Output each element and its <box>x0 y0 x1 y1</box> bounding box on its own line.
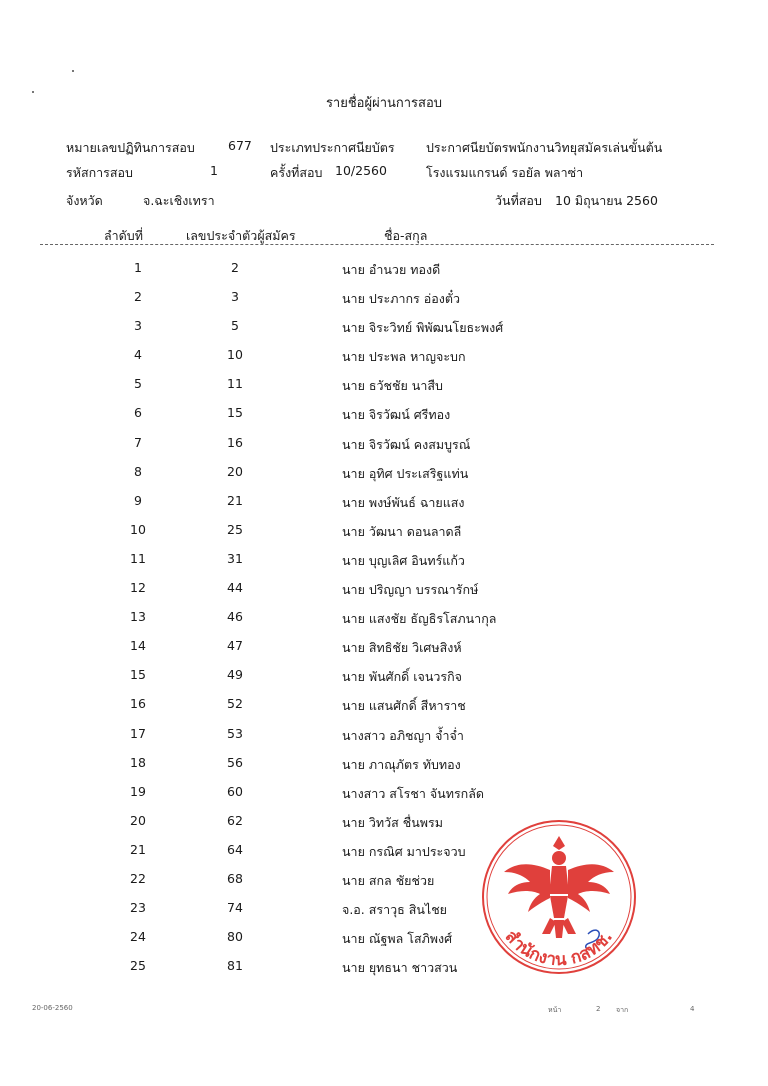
row-order: 6 <box>134 405 142 421</box>
row-order: 5 <box>134 376 142 392</box>
row-applicant-no: 16 <box>227 434 243 450</box>
row-applicant-no: 15 <box>227 405 243 421</box>
row-order: 25 <box>130 958 146 974</box>
license-label: หมายเลขปฏิทินการสอบ <box>66 140 195 155</box>
row-order: 4 <box>134 347 142 363</box>
table-row <box>0 751 768 780</box>
row-order: 22 <box>130 870 146 886</box>
row-name: นาย อุทิศ ประเสริฐแท่น <box>342 465 469 481</box>
row-name: นาย วัฒนา ดอนลาดลี <box>342 523 462 539</box>
row-applicant-no: 21 <box>227 492 243 508</box>
row-name: นาย กรณิศ มาประจวบ <box>342 843 466 859</box>
cert-type-value: ประกาศนียบัตรพนักงานวิทยุสมัครเล่นขั้นต้น <box>426 140 663 155</box>
row-applicant-no: 10 <box>227 347 243 363</box>
row-name: นาย ภาณุภัตร ทับทอง <box>342 756 461 772</box>
table-row <box>0 838 768 867</box>
row-order: 15 <box>130 667 146 683</box>
row-order: 12 <box>130 580 146 596</box>
seal-text: สำนักงาน กสทช. <box>500 926 618 971</box>
row-applicant-no: 3 <box>231 289 239 305</box>
row-name: นาย บุญเลิศ อินทร์แก้ว <box>342 552 465 568</box>
column-header-applicant-no: เลขประจำตัวผู้สมัคร <box>186 228 296 243</box>
table-row <box>0 692 768 721</box>
row-applicant-no: 31 <box>227 550 243 566</box>
table-row <box>0 460 768 489</box>
table-row <box>0 489 768 518</box>
row-applicant-no: 74 <box>227 900 243 916</box>
header-divider <box>40 244 714 245</box>
row-name: นาย พงษ์พันธ์ ฉายแสง <box>342 494 465 510</box>
row-order: 20 <box>130 812 146 828</box>
row-name: นาย แสนศักดิ์ สีหาราช <box>342 698 466 714</box>
results-table <box>0 256 768 983</box>
column-header-name: ชื่อ-สกุล <box>384 228 428 243</box>
row-name: นางสาว อภิชญา จ้ำจ่ำ <box>342 727 464 743</box>
row-order: 8 <box>134 463 142 479</box>
table-row <box>0 896 768 925</box>
row-order: 18 <box>130 754 146 770</box>
row-name: นาย ปริญญา บรรณารักษ์ <box>342 582 479 598</box>
row-order: 13 <box>130 609 146 625</box>
row-order: 24 <box>130 929 146 945</box>
row-applicant-no: 46 <box>227 609 243 625</box>
print-date: 20-06-2560 <box>32 1004 73 1012</box>
table-row <box>0 518 768 547</box>
row-name: นาย จิรวัฒน์ ศรีทอง <box>342 407 451 423</box>
exam-code-label: รหัสการสอบ <box>66 165 133 180</box>
row-order: 9 <box>134 492 142 508</box>
license-value: 677 <box>228 138 252 153</box>
row-name: นาย ธวัชชัย นาสืบ <box>342 378 443 394</box>
page-number: 2 <box>596 1005 601 1013</box>
row-name: นาย ณัฐพล โสภิพงศ์ <box>342 931 453 947</box>
row-applicant-no: 52 <box>227 696 243 712</box>
province-value: จ.ฉะเชิงเทรา <box>143 193 215 208</box>
page-label: หน้า <box>548 1006 562 1014</box>
exam-code-value: 1 <box>210 163 218 178</box>
garuda-seal-icon <box>480 818 638 976</box>
row-applicant-no: 44 <box>227 580 243 596</box>
row-name: นาย จิรวัฒน์ คงสมบูรณ์ <box>342 436 471 452</box>
table-row <box>0 343 768 372</box>
row-order: 17 <box>130 725 146 741</box>
row-applicant-no: 20 <box>227 463 243 479</box>
row-applicant-no: 53 <box>227 725 243 741</box>
table-row <box>0 285 768 314</box>
of-label: จาก <box>616 1006 629 1014</box>
table-row <box>0 722 768 751</box>
scan-speck <box>72 70 74 72</box>
row-name: นาย ยุทธนา ชาวสวน <box>342 960 458 976</box>
row-applicant-no: 11 <box>227 376 243 392</box>
row-name: นาย สิทธิชัย วิเศษสิงห์ <box>342 640 462 656</box>
table-row <box>0 372 768 401</box>
row-name: จ.อ. สราวุธ สินไชย <box>342 902 448 918</box>
table-row <box>0 576 768 605</box>
row-applicant-no: 80 <box>227 929 243 945</box>
row-order: 7 <box>134 434 142 450</box>
row-applicant-no: 49 <box>227 667 243 683</box>
row-name: นาย จิระวิทย์ พิพัฒนโยธะพงศ์ <box>342 320 504 336</box>
row-applicant-no: 64 <box>227 841 243 857</box>
column-header-order: ลำดับที่ <box>104 228 143 243</box>
table-row <box>0 925 768 954</box>
table-row <box>0 605 768 634</box>
row-order: 1 <box>134 260 142 275</box>
row-applicant-no: 5 <box>231 318 239 334</box>
row-name: นางสาว สโรชา จันทรกลัด <box>342 785 485 801</box>
row-order: 11 <box>130 550 146 566</box>
exam-date-value: 10 มิถุนายน 2560 <box>555 193 658 208</box>
row-order: 10 <box>130 521 146 537</box>
row-order: 3 <box>134 318 142 334</box>
row-applicant-no: 2 <box>231 260 239 275</box>
row-name: นาย พันศักดิ์ เจนวรกิจ <box>342 669 463 685</box>
table-row <box>0 401 768 430</box>
row-order: 14 <box>130 638 146 654</box>
row-applicant-no: 25 <box>227 521 243 537</box>
row-applicant-no: 60 <box>227 783 243 799</box>
row-applicant-no: 62 <box>227 812 243 828</box>
page-title: รายชื่อผู้ผ่านการสอบ <box>325 96 443 111</box>
total-pages: 4 <box>690 1005 695 1013</box>
table-row <box>0 780 768 809</box>
row-applicant-no: 68 <box>227 870 243 886</box>
table-row <box>0 809 768 838</box>
exam-date-label: วันที่สอบ <box>495 193 542 208</box>
table-row <box>0 663 768 692</box>
table-row <box>0 256 768 285</box>
venue: โรงแรมแกรนด์ รอยัล พลาซ่า <box>426 165 584 180</box>
row-order: 19 <box>130 783 146 799</box>
row-applicant-no: 81 <box>227 958 243 974</box>
row-name: นาย ประภากร อ่องตั๋ว <box>342 291 460 307</box>
row-applicant-no: 56 <box>227 754 243 770</box>
table-row <box>0 431 768 460</box>
row-name: นาย แสงชัย ธัญธิรโสภนากุล <box>342 611 497 627</box>
cert-type-label: ประเภทประกาศนียบัตร <box>270 140 395 155</box>
exam-round-label: ครั้งที่สอบ <box>270 165 323 180</box>
row-name: นาย วิทวัส ชื่นพรม <box>342 814 443 830</box>
table-row <box>0 634 768 663</box>
table-row <box>0 314 768 343</box>
row-order: 21 <box>130 841 146 857</box>
province-label: จังหวัด <box>66 193 103 208</box>
row-name: นาย สกล ชัยช่วย <box>342 872 435 888</box>
row-order: 23 <box>130 900 146 916</box>
exam-round-value: 10/2560 <box>335 163 387 178</box>
table-row <box>0 867 768 896</box>
row-order: 16 <box>130 696 146 712</box>
row-order: 2 <box>134 289 142 305</box>
row-applicant-no: 47 <box>227 638 243 654</box>
row-name: นาย ประพล หาญจะบก <box>342 349 466 365</box>
table-row <box>0 547 768 576</box>
row-name: นาย อำนวย ทองดี <box>342 262 441 277</box>
table-row <box>0 954 768 983</box>
